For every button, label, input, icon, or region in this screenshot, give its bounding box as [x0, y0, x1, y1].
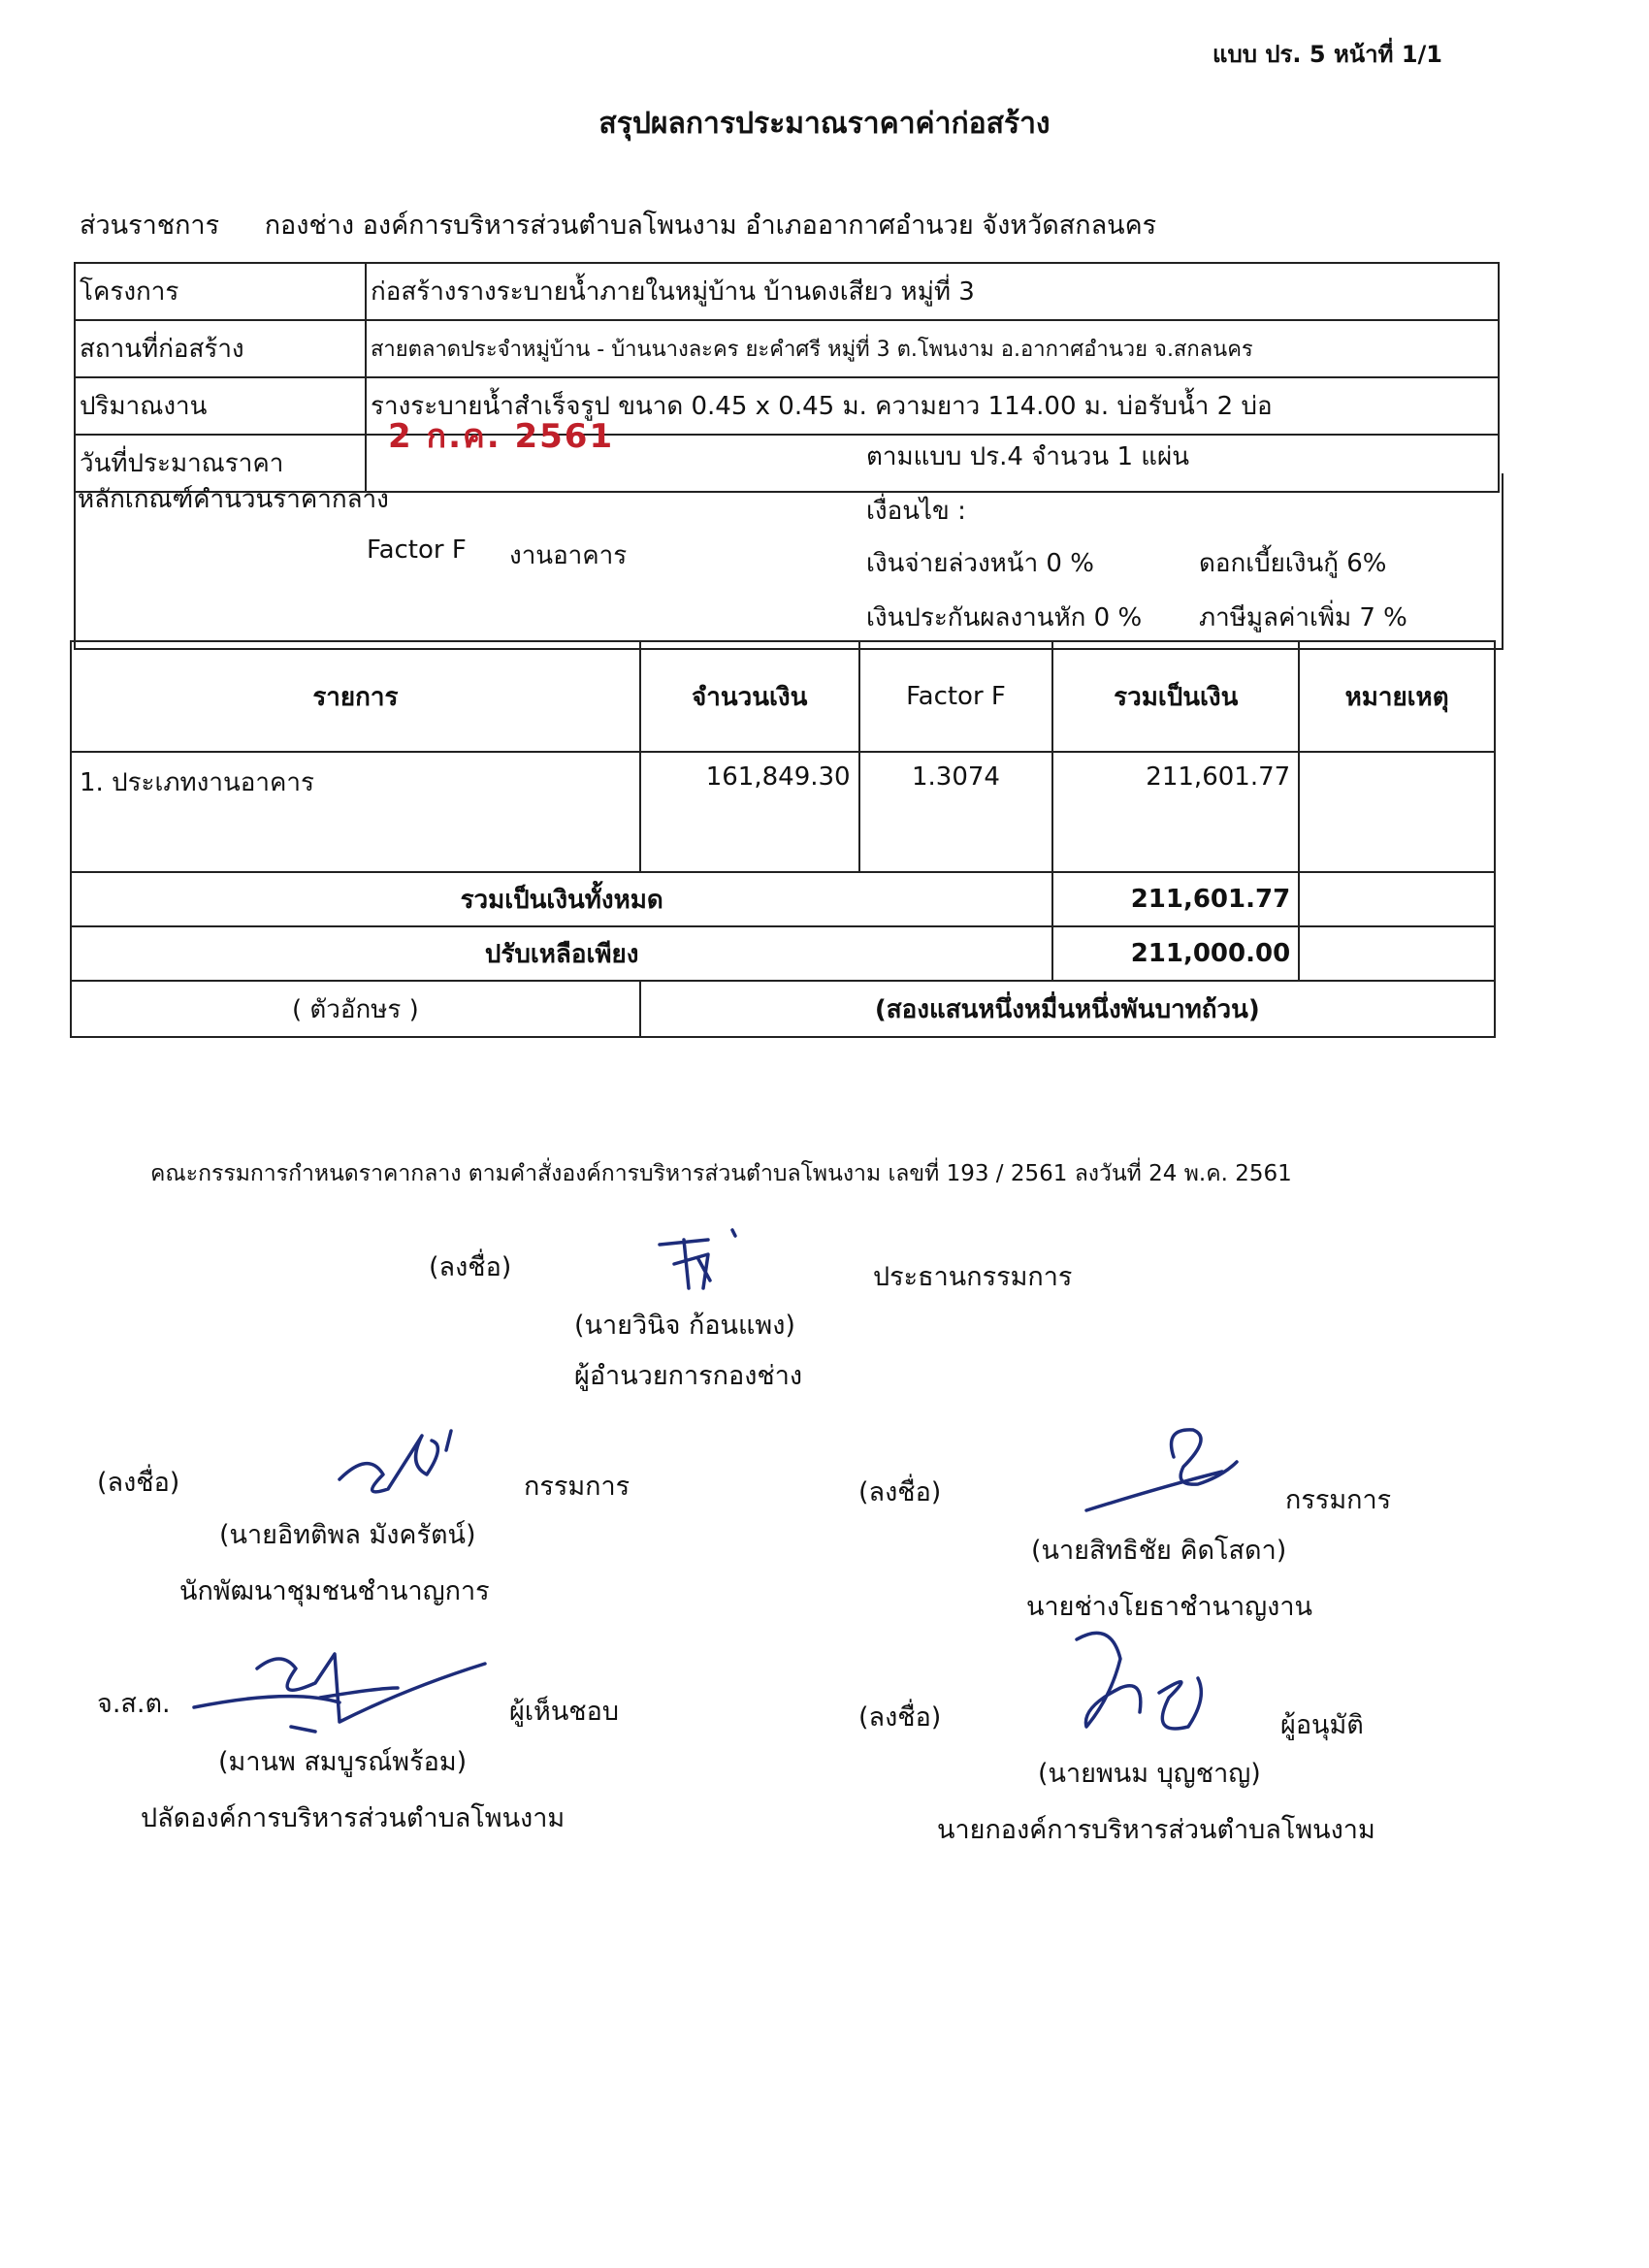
factor-label: Factor F: [367, 535, 467, 565]
column-header: รายการ: [71, 641, 640, 752]
cost-summary-table: [70, 640, 1496, 1038]
note-cell: [1299, 752, 1495, 872]
rounded-value: 211,000.00: [1052, 926, 1299, 981]
approver-signature: [1052, 1620, 1237, 1756]
approver-role: ผู้อนุมัติ: [1280, 1710, 1364, 1740]
rounded-label: ปรับเหลือเพียง: [71, 926, 1052, 981]
member1-name: (นายอิทติพล มังครัตน์): [219, 1520, 476, 1550]
words-label: ( ตัวอักษร ): [71, 981, 640, 1037]
committee-note: คณะกรรมการกำหนดราคากลาง ตามคำสั่งองค์การบริหารส่วนตำบลโพนงาม เลขที่ 193 / 2561 ลงวันที่ 24 พ.ค. 2561: [150, 1161, 1292, 1186]
project-row: [75, 263, 1499, 320]
advance-payment: เงินจ่ายล่วงหน้า 0 %: [866, 549, 1094, 578]
criteria-block: [74, 473, 1504, 650]
column-header: หมายเหตุ: [1299, 641, 1495, 752]
project-info-table: [74, 262, 1500, 493]
reviewer-role: ผู้เห็นชอบ: [509, 1697, 619, 1727]
quantity-value: รางระบายน้ำสำเร็จรูป ขนาด 0.45 x 0.45 ม. ความยาว 114.00 ม. บ่อรับน้ำ 2 บ่อ: [366, 377, 1499, 435]
quantity-label: ปริมาณงาน: [75, 377, 366, 435]
approver-position: นายกองค์การบริหารส่วนตำบลโพนงาม: [937, 1815, 1375, 1845]
vat: ภาษีมูลค่าเพิ่ม 7 %: [1199, 603, 1407, 632]
grand-total-note: [1299, 872, 1495, 926]
reviewer-sign-label: จ.ส.ต.: [97, 1689, 171, 1719]
loan-interest: ดอกเบี้ยเงินกู้ 6%: [1199, 549, 1387, 578]
approver-sign-label: (ลงชื่อ): [858, 1702, 942, 1733]
project-value: ก่อสร้างรางระบายน้ำภายในหมู่บ้าน บ้านดงเสียว หมู่ที่ 3: [366, 263, 1499, 320]
grand-total-value: 211,601.77: [1052, 872, 1299, 926]
factor-cell: 1.3074: [859, 752, 1053, 872]
member2-signature: [1077, 1418, 1261, 1525]
location-row: [75, 320, 1499, 377]
conditions-label: เงื่อนไข :: [866, 497, 966, 526]
column-header: รวมเป็นเงิน: [1052, 641, 1299, 752]
approver-name: (นายพนม บุญชาญ): [1038, 1759, 1261, 1789]
chair-role: ประธานกรรมการ: [873, 1262, 1073, 1292]
member2-name: (นายสิทธิชัย คิดโสดา): [1031, 1536, 1287, 1566]
member1-signature: [330, 1407, 485, 1513]
project-label: โครงการ: [75, 263, 366, 320]
amount-in-words-row: [71, 981, 1495, 1037]
agency-line: [80, 204, 1156, 245]
rounded-note: [1299, 926, 1495, 981]
member1-sign-label: (ลงชื่อ): [97, 1468, 180, 1498]
agency-label: ส่วนราชการ: [80, 211, 220, 241]
chair-name: (นายวินิจ ก้อนแพง): [574, 1311, 795, 1341]
date-stamp: 2 ก.ค. 2561: [388, 417, 615, 456]
table-row: [71, 752, 1495, 872]
location-value: สายตลาดประจำหมู่บ้าน - บ้านนางละคร ยะคำศรี หมู่ที่ 3 ต.โพนงาม อ.อากาศอำนวย จ.สกลนคร: [366, 320, 1499, 377]
grand-total-label: รวมเป็นเงินทั้งหมด: [71, 872, 1052, 926]
chair-sign-label: (ลงชื่อ): [429, 1252, 512, 1282]
reviewer-name: (มานพ สมบูรณ์พร้อม): [218, 1747, 468, 1777]
chair-signature: [650, 1220, 766, 1298]
page-title: สรุปผลการประมาณราคาค่าก่อสร้าง: [598, 107, 1051, 141]
quantity-row: [75, 377, 1499, 435]
factor-type: งานอาคาร: [509, 541, 628, 570]
member1-position: นักพัฒนาชุมชนชำนาญการ: [179, 1576, 490, 1606]
form-reference: ตามแบบ ปร.4 จำนวน 1 แผ่น: [866, 442, 1190, 471]
chair-position: ผู้อำนวยการกองช่าง: [574, 1361, 803, 1391]
member2-role: กรรมการ: [1285, 1485, 1392, 1515]
rounded-row: [71, 926, 1495, 981]
criteria-label: หลักเกณฑ์คำนวนราคากลาง: [78, 485, 389, 514]
words-value: (สองแสนหนึ่งหมื่นหนึ่งพันบาทถ้วน): [640, 981, 1495, 1037]
grand-total-row: [71, 872, 1495, 926]
date-label: วันที่ประมาณราคา: [75, 435, 366, 492]
reviewer-signature: [175, 1630, 495, 1756]
column-header: Factor F: [859, 641, 1053, 752]
total-cell: 211,601.77: [1052, 752, 1299, 872]
table-header: [71, 641, 1495, 752]
item-cell: 1. ประเภทงานอาคาร: [71, 752, 640, 872]
form-code: แบบ ปร. 5 หน้าที่ 1/1: [1212, 41, 1442, 68]
member2-position: นายช่างโยธาชำนาญงาน: [1026, 1592, 1312, 1622]
location-label: สถานที่ก่อสร้าง: [75, 320, 366, 377]
member2-sign-label: (ลงชื่อ): [858, 1477, 942, 1507]
column-header: จำนวนเงิน: [640, 641, 859, 752]
member1-role: กรรมการ: [524, 1472, 630, 1502]
amount-cell: 161,849.30: [640, 752, 859, 872]
reviewer-position: ปลัดองค์การบริหารส่วนตำบลโพนงาม: [141, 1803, 566, 1833]
agency-value: กองช่าง องค์การบริหารส่วนตำบลโพนงาม อำเภออากาศอำนวย จังหวัดสกลนคร: [264, 211, 1157, 241]
retention: เงินประกันผลงานหัก 0 %: [866, 603, 1143, 632]
